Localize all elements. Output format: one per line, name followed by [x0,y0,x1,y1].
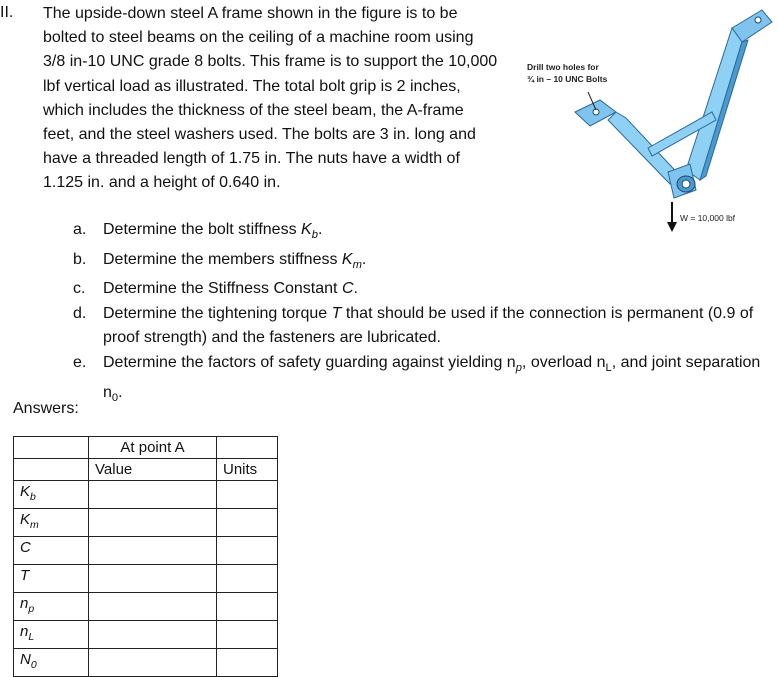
a-frame-figure [500,0,778,240]
group-header: At point A [89,437,217,459]
frame-leg-right [686,28,742,180]
units-cell[interactable] [217,621,278,649]
answers-table [13,436,278,677]
figure-note-line1: Drill two holes for [527,62,599,72]
answers-label: Answers: [13,400,79,417]
value-cell[interactable] [89,537,217,565]
col-units-header: Units [217,459,278,481]
part-e: e. Determine the factors of safety guarding against yielding $n_p$, overload $n_L$, and joint separation $n_0$. [73,353,761,404]
part-d: d. Determine the tightening torque T that should be used if the connection is permanent (0.9 of proof strength) and the fasteners are lubricated. [73,304,754,347]
value-cell[interactable] [89,621,217,649]
table-row: $K_b$ [14,481,278,509]
table-row: T [14,565,278,593]
problem-statement: The upside-down steel A frame shown in the figure is to be bolted to steel beams on the ceiling of a machine room using 3/8 in-10 UNC grade 8 bolts. This frame is to support the 10,000 lbf vertical load as illustrated. The total bolt grip is 2 inches, which includes the thickness of the steel beam, the A-frame feet, and the steel washers used. The bolts are 3 in. long and have a threaded length of 1.75 in. The nuts have a width of 1.125 in. and a height of 0.640 in. [43,5,498,192]
part-b: b. Determine the members stiffness $K_m$. [73,250,367,271]
part-c: c. Determine the Stiffness Constant C. [73,280,358,298]
load-label: W = 10,000 lbf [680,213,736,223]
table-row: $n_p$ [14,593,278,621]
problem-number: II. [0,4,14,21]
table-row: C [14,537,278,565]
col-value-header: Value [89,459,217,481]
figure-note-line2: ¾ in – 10 UNC Bolts [527,74,608,84]
units-cell[interactable] [217,649,278,677]
table-row: $K_m$ [14,509,278,537]
value-cell[interactable] [89,565,217,593]
units-cell[interactable] [217,565,278,593]
value-cell[interactable] [89,593,217,621]
units-cell[interactable] [217,481,278,509]
units-cell[interactable] [217,537,278,565]
part-a: a. Determine the bolt stiffness $K_b$. [73,221,323,242]
bolt-hole-right [755,17,761,23]
value-cell[interactable] [89,509,217,537]
value-cell[interactable] [89,481,217,509]
units-cell[interactable] [217,509,278,537]
table-row: $n_L$ [14,621,278,649]
table-row: $N_0$ [14,649,278,677]
units-cell[interactable] [217,593,278,621]
value-cell[interactable] [89,649,217,677]
question-parts [73,218,778,410]
